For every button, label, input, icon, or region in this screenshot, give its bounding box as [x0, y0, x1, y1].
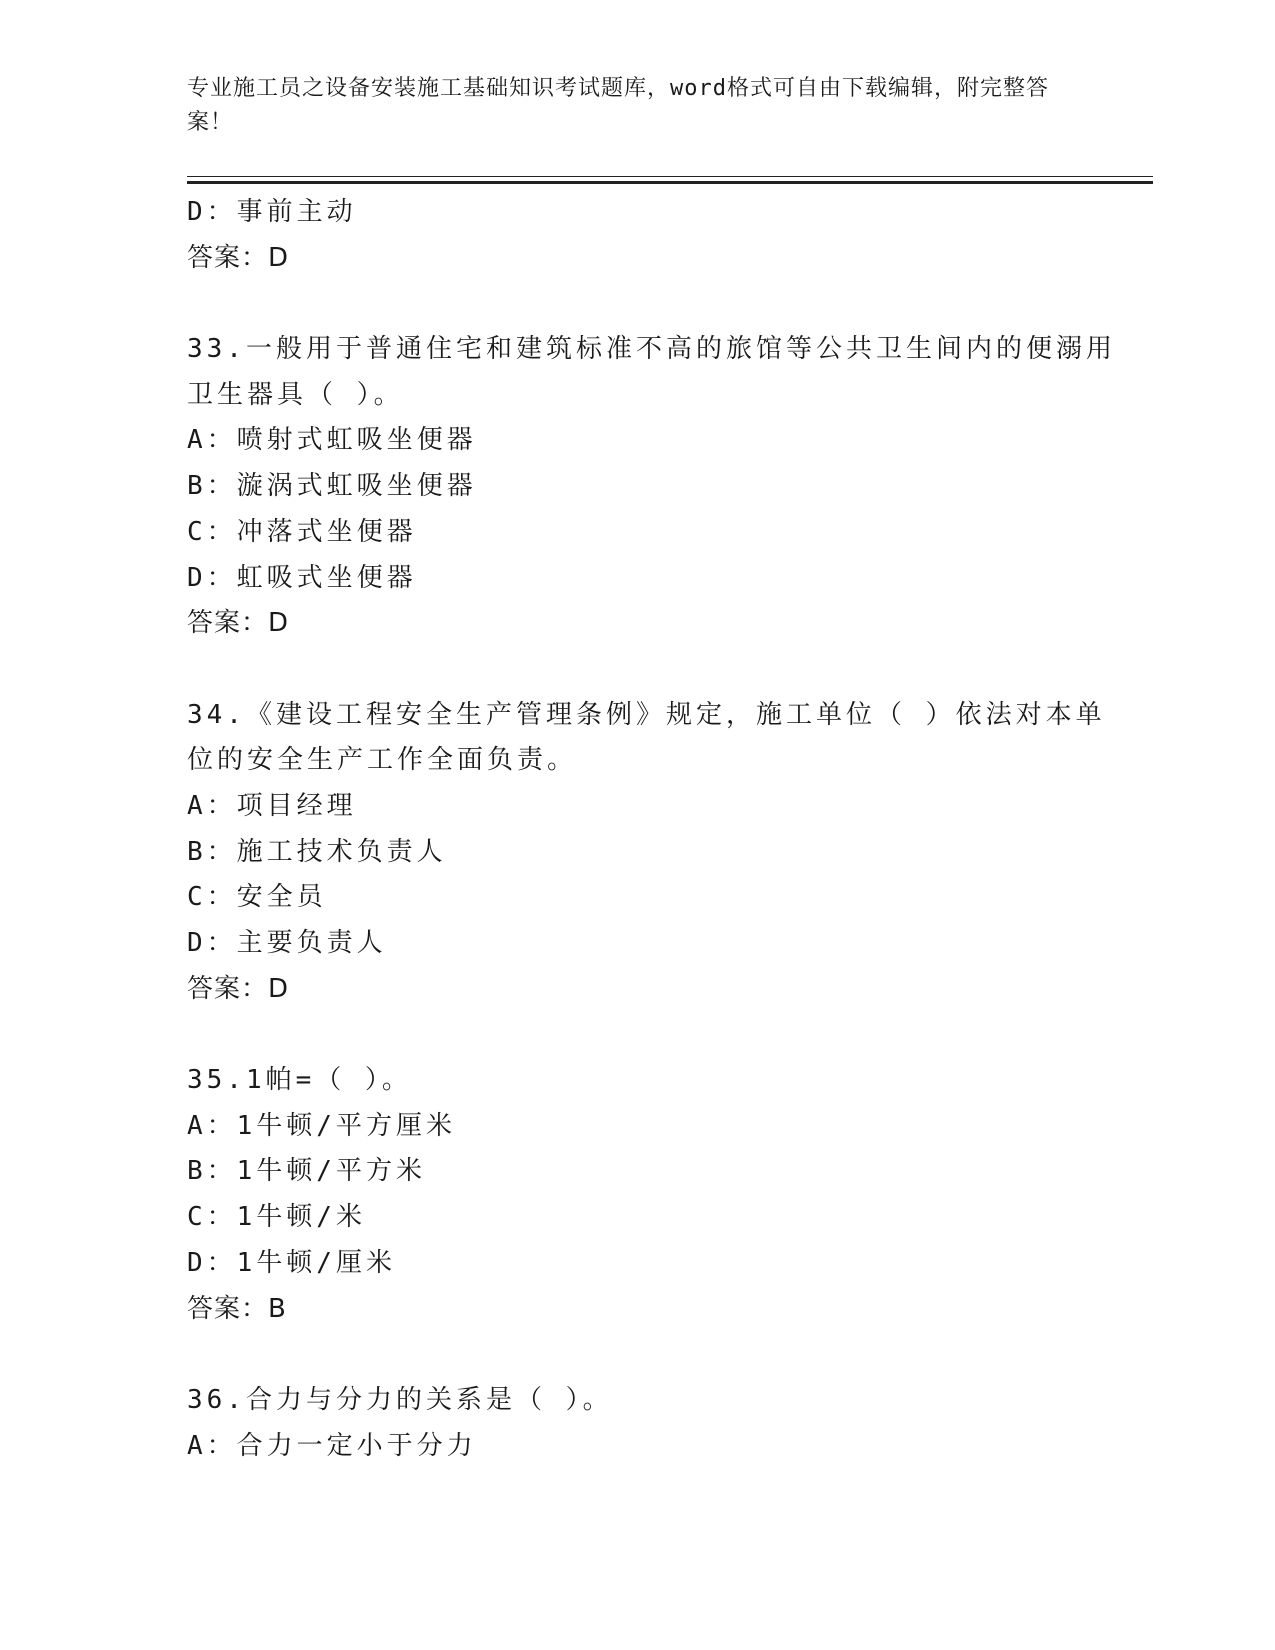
q33-stem-line1: 33.一般用于普通住宅和建筑标准不高的旅馆等公共卫生间内的便溺用: [187, 334, 1116, 365]
spacer: [187, 1332, 1087, 1378]
q35-option-b: B：1牛顿/平方米: [187, 1156, 426, 1187]
spacer: [187, 1012, 1087, 1058]
q34-stem-line1: 34.《建设工程安全生产管理条例》规定，施工单位（ ）依法对本单: [187, 699, 1106, 730]
q34-stem-line2: 位的安全生产工作全面负责。: [187, 745, 578, 776]
q36-stem: 36.合力与分力的关系是（ ）。: [187, 1384, 613, 1415]
q33-answer: 答案：D: [187, 608, 290, 639]
document-header: 专业施工员之设备安装施工基础知识考试题库，word格式可自由下载编辑，附完整答案！: [187, 76, 1049, 135]
q34-answer: 答案：D: [187, 973, 290, 1004]
q34-option-b: B：施工技术负责人: [187, 836, 447, 867]
q34-option-a: A：项目经理: [187, 790, 357, 821]
q33-stem-line2: 卫生器具（ ）。: [187, 379, 404, 410]
q32-answer: 答案：D: [187, 242, 290, 273]
q35-option-c: C：1牛顿/米: [187, 1202, 366, 1233]
header-divider-thick: [187, 181, 1153, 184]
header-divider-thin: [187, 176, 1153, 177]
q32-option-d: D：事前主动: [187, 197, 357, 227]
q35-answer: 答案：B: [187, 1293, 287, 1324]
q34-option-c: C：安全员: [187, 882, 327, 913]
q35-stem: 35.1帕=（ ）。: [187, 1065, 412, 1096]
q33-option-c: C：冲落式坐便器: [187, 516, 417, 547]
q33-option-d: D：虹吸式坐便器: [187, 562, 417, 593]
spacer: [187, 281, 1087, 327]
q35-option-d: D：1牛顿/厘米: [187, 1247, 396, 1278]
q33-option-a: A：喷射式虹吸坐便器: [187, 425, 477, 456]
question-content: [187, 190, 1116, 1469]
spacer: [187, 647, 1087, 693]
q36-option-a: A：合力一定小于分力: [187, 1430, 477, 1461]
q35-option-a: A：1牛顿/平方厘米: [187, 1110, 456, 1141]
q34-option-d: D：主要负责人: [187, 928, 387, 958]
q33-option-b: B：漩涡式虹吸坐便器: [187, 471, 477, 502]
